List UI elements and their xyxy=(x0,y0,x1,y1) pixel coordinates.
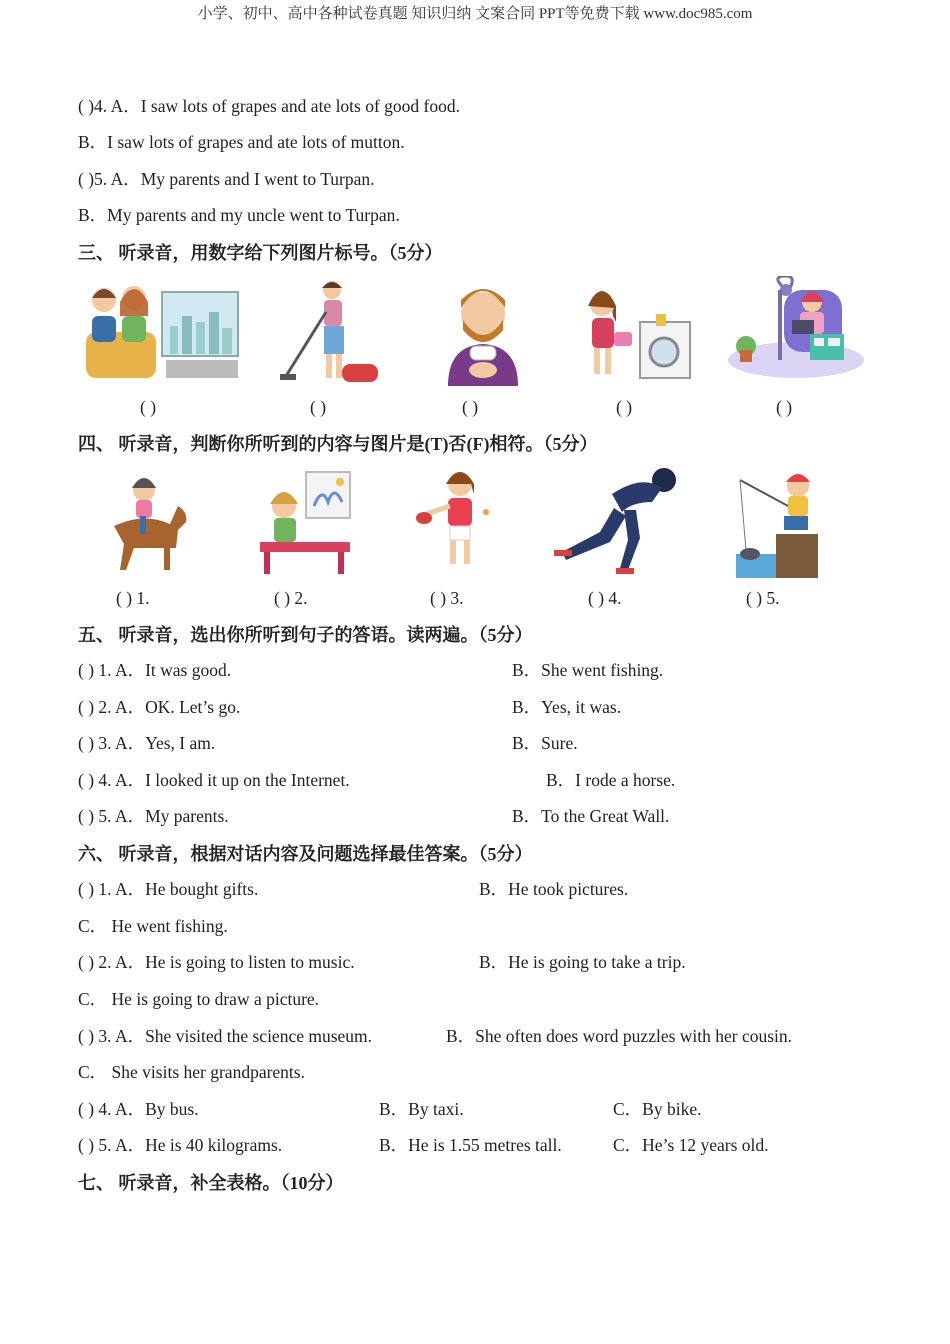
s5-q4-option-b: B．I rode a horse. xyxy=(546,770,676,790)
section3-blank-3[interactable]: ( ) xyxy=(462,397,479,417)
section7-title: 七、 听录音，补全表格。（10分） xyxy=(78,1173,344,1193)
s5-q1-option-b: B．She went fishing. xyxy=(512,660,664,680)
girl-doing-laundry-picture xyxy=(578,282,692,382)
q5-option-b: B．My parents and my uncle went to Turpan. xyxy=(78,205,400,225)
q4-option-a: ( )4. A．I saw lots of grapes and ate lots of good food. xyxy=(78,96,461,116)
q4-option-b: B．I saw lots of grapes and ate lots of mutton. xyxy=(78,132,405,152)
section3-blank-4[interactable]: ( ) xyxy=(616,397,633,417)
girl-reading-on-chair-picture xyxy=(726,276,866,380)
s6-q3-option-c: C． She visits her grandparents. xyxy=(78,1062,305,1082)
s6-q1-option-a: ( ) 1. A．He bought gifts. xyxy=(78,879,259,899)
s6-q3-option-a: ( ) 3. A．She visited the science museum. xyxy=(78,1026,373,1046)
section4-title: 四、 听录音，判断你所听到的内容与图片是(T)否(F)相符。（5分） xyxy=(78,434,598,454)
s6-q2-option-a: ( ) 2. A．He is going to listen to music. xyxy=(78,952,355,972)
s6-q4-option-c: C．By bike. xyxy=(613,1099,702,1119)
section3-blank-5[interactable]: ( ) xyxy=(776,397,793,417)
family-watching-tv-picture xyxy=(82,276,242,384)
section5-title: 五、 听录音，选出你所听到句子的答语。读两遍。（5分） xyxy=(78,625,533,645)
boy-fishing-picture xyxy=(736,466,818,578)
q5-option-a: ( )5. A．My parents and I went to Turpan. xyxy=(78,169,375,189)
section3-blank-2[interactable]: ( ) xyxy=(310,397,327,417)
s6-q1-option-c: C． He went fishing. xyxy=(78,916,228,936)
s5-q3-option-b: B．Sure. xyxy=(512,733,578,753)
man-drinking-tea-picture xyxy=(438,280,528,386)
s5-q5-option-a: ( ) 5. A．My parents. xyxy=(78,806,229,826)
s6-q5-option-b: B．He is 1.55 metres tall. xyxy=(379,1135,562,1155)
s6-q4-option-b: B．By taxi. xyxy=(379,1099,464,1119)
s6-q4-option-a: ( ) 4. A．By bus. xyxy=(78,1099,199,1119)
s5-q5-option-b: B．To the Great Wall. xyxy=(512,806,670,826)
section4-item-2[interactable]: ( ) 2. xyxy=(274,588,308,608)
section4-item-3[interactable]: ( ) 3. xyxy=(430,588,464,608)
s6-q1-option-b: B．He took pictures. xyxy=(479,879,629,899)
s6-q2-option-c: C． He is going to draw a picture. xyxy=(78,989,320,1009)
speed-skater-picture xyxy=(552,464,686,578)
section4-item-1[interactable]: ( ) 1. xyxy=(116,588,150,608)
section4-item-4[interactable]: ( ) 4. xyxy=(588,588,622,608)
woman-vacuuming-picture xyxy=(280,276,384,386)
section3-title: 三、 听录音，用数字给下列图片标号。（5分） xyxy=(78,243,443,263)
page-header: 小学、初中、高中各种试卷真题 知识归纳 文案合同 PPT等免费下载 www.doc985.com xyxy=(197,6,753,22)
s6-q2-option-b: B．He is going to take a trip. xyxy=(479,952,686,972)
s5-q4-option-a: ( ) 4. A．I looked it up on the Internet. xyxy=(78,770,350,790)
s6-q5-option-c: C．He’s 12 years old. xyxy=(613,1135,769,1155)
section6-title: 六、 听录音，根据对话内容及问题选择最佳答案。（5分） xyxy=(78,844,533,864)
girl-playing-ping-pong-picture xyxy=(414,466,504,570)
s6-q5-option-a: ( ) 5. A．He is 40 kilograms. xyxy=(78,1135,283,1155)
s5-q1-option-a: ( ) 1. A．It was good. xyxy=(78,660,232,680)
girl-drawing-picture xyxy=(256,466,352,576)
s5-q2-option-a: ( ) 2. A．OK. Let’s go. xyxy=(78,697,241,717)
section4-item-5[interactable]: ( ) 5. xyxy=(746,588,780,608)
s5-q3-option-a: ( ) 3. A．Yes, I am. xyxy=(78,733,216,753)
s5-q2-option-b: B．Yes, it was. xyxy=(512,697,622,717)
section3-blank-1[interactable]: ( ) xyxy=(140,397,157,417)
s6-q3-option-b: B．She often does word puzzles with her cousin. xyxy=(446,1026,793,1046)
girl-riding-horse-picture xyxy=(104,466,190,576)
